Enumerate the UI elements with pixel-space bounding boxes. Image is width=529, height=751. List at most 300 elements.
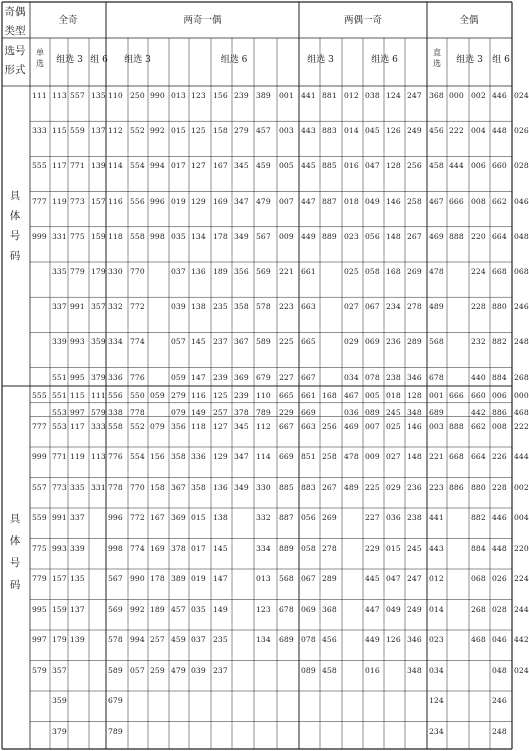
number-cell: 665 bbox=[301, 337, 316, 347]
number-cell: 339 bbox=[52, 337, 67, 347]
header-form-label bbox=[2, 42, 28, 80]
number-cell: 776 bbox=[108, 452, 123, 461]
number-cell: 167 bbox=[213, 161, 228, 171]
number-cell: 147 bbox=[213, 574, 228, 583]
number-cell: 289 bbox=[322, 574, 337, 583]
number-cell: 478 bbox=[429, 267, 444, 276]
number-cell: 179 bbox=[52, 635, 67, 644]
number-cell: 157 bbox=[91, 196, 106, 206]
number-cell: 557 bbox=[70, 91, 85, 100]
number-cell: 008 bbox=[471, 196, 486, 206]
number-cell: 995 bbox=[70, 372, 85, 382]
number-cell: 348 bbox=[407, 407, 422, 417]
number-cell: 049 bbox=[365, 196, 380, 206]
number-cell: 279 bbox=[171, 391, 186, 400]
number-cell: 770 bbox=[130, 267, 145, 276]
number-cell: 334 bbox=[256, 543, 271, 553]
sub-danxuan bbox=[30, 47, 50, 69]
number-cell: 557 bbox=[32, 482, 47, 492]
number-cell: 017 bbox=[191, 543, 206, 553]
number-cell: 884 bbox=[471, 543, 486, 553]
number-cell: 997 bbox=[70, 407, 85, 417]
number-cell: 457 bbox=[171, 604, 186, 614]
group-all-even: 全偶 bbox=[459, 15, 479, 26]
number-cell: 238 bbox=[407, 513, 422, 522]
number-cell: 238 bbox=[386, 372, 401, 382]
number-cell: 037 bbox=[191, 635, 206, 644]
number-cell: 330 bbox=[256, 482, 271, 492]
number-cell: 168 bbox=[322, 391, 337, 400]
number-cell: 457 bbox=[256, 126, 271, 136]
number-cell: 257 bbox=[150, 635, 165, 644]
number-cell: 358 bbox=[171, 452, 186, 461]
number-cell: 443 bbox=[301, 126, 316, 136]
number-cell: 996 bbox=[108, 513, 123, 522]
sub-allodd-zuxuan6: 组 6 bbox=[90, 55, 108, 65]
number-cell: 678 bbox=[429, 372, 444, 382]
number-cell: 111 bbox=[91, 391, 106, 400]
number-cell: 000 bbox=[514, 391, 529, 400]
number-cell: 551 bbox=[52, 372, 67, 382]
number-cell: 589 bbox=[108, 665, 123, 675]
number-cell: 113 bbox=[91, 452, 106, 461]
number-cell: 558 bbox=[108, 421, 123, 431]
number-cell: 444 bbox=[514, 452, 529, 461]
number-cell: 224 bbox=[514, 574, 529, 583]
number-cell: 555 bbox=[32, 391, 47, 400]
number-cell: 259 bbox=[150, 665, 165, 675]
number-cell: 268 bbox=[514, 372, 529, 382]
number-cell: 069 bbox=[301, 604, 316, 614]
side-label-lower-char3: 号 bbox=[9, 557, 21, 569]
number-cell: 349 bbox=[234, 482, 249, 492]
number-cell: 447 bbox=[365, 604, 380, 614]
number-cell: 888 bbox=[449, 421, 464, 431]
number-cell: 114 bbox=[256, 452, 271, 461]
sub-twoodd-zuxuan3: 组选 3 bbox=[124, 55, 151, 65]
sub-twoeven-zuxuan6: 组选 6 bbox=[371, 55, 398, 65]
number-cell: 048 bbox=[492, 665, 507, 675]
number-cell: 245 bbox=[386, 407, 401, 417]
number-cell: 332 bbox=[256, 513, 271, 522]
number-cell: 458 bbox=[429, 161, 444, 171]
number-cell: 146 bbox=[407, 421, 422, 431]
number-cell: 235 bbox=[213, 635, 228, 644]
number-cell: 189 bbox=[150, 604, 165, 614]
number-cell: 115 bbox=[52, 126, 67, 136]
number-cell: 389 bbox=[256, 91, 271, 100]
number-cell: 579 bbox=[32, 665, 47, 675]
number-cell: 028 bbox=[492, 604, 507, 614]
number-cell: 456 bbox=[322, 635, 337, 644]
number-cell: 358 bbox=[191, 482, 206, 492]
number-cell: 778 bbox=[108, 482, 123, 492]
number-cell: 662 bbox=[471, 421, 486, 431]
number-cell: 359 bbox=[91, 337, 106, 347]
number-cell: 146 bbox=[386, 196, 401, 206]
number-cell: 249 bbox=[407, 126, 422, 136]
number-cell: 441 bbox=[429, 513, 444, 522]
number-cell: 126 bbox=[386, 126, 401, 136]
number-cell: 772 bbox=[130, 513, 145, 522]
group-two-odd-one-even: 两奇一偶 bbox=[183, 15, 222, 26]
number-cell: 258 bbox=[322, 452, 337, 461]
number-cell: 880 bbox=[492, 302, 507, 312]
number-cell: 772 bbox=[130, 302, 145, 312]
number-cell: 125 bbox=[191, 126, 206, 136]
number-cell: 568 bbox=[279, 574, 294, 583]
side-label-upper-char1: 具 bbox=[9, 190, 21, 202]
number-cell: 117 bbox=[70, 421, 85, 431]
number-cell: 997 bbox=[32, 635, 47, 644]
number-cell: 168 bbox=[386, 267, 401, 276]
number-cell: 036 bbox=[386, 513, 401, 522]
number-cell: 067 bbox=[365, 302, 380, 312]
number-cell: 135 bbox=[70, 574, 85, 583]
number-cell: 773 bbox=[52, 482, 67, 492]
number-cell: 015 bbox=[191, 513, 206, 522]
number-cell: 068 bbox=[514, 267, 529, 276]
number-cell: 458 bbox=[322, 665, 337, 675]
number-cell: 887 bbox=[279, 513, 294, 522]
number-cell: 789 bbox=[256, 407, 271, 417]
number-cell: 039 bbox=[191, 665, 206, 675]
number-cell: 029 bbox=[386, 482, 401, 492]
number-cell: 569 bbox=[256, 267, 271, 276]
number-cell: 269 bbox=[322, 513, 337, 522]
number-cell: 112 bbox=[108, 126, 123, 136]
number-cell: 668 bbox=[492, 267, 507, 276]
number-cell: 459 bbox=[256, 161, 271, 171]
number-cell: 178 bbox=[150, 574, 165, 583]
number-cell: 559 bbox=[70, 126, 85, 136]
number-cell: 179 bbox=[91, 267, 106, 276]
number-cell: 123 bbox=[191, 91, 206, 100]
number-cell: 337 bbox=[52, 302, 67, 312]
number-cell: 568 bbox=[429, 337, 444, 347]
number-cell: 667 bbox=[279, 421, 294, 431]
number-cell: 058 bbox=[365, 267, 380, 276]
header-form-label-line2: 形式 bbox=[4, 64, 26, 76]
number-cell: 991 bbox=[52, 513, 67, 522]
number-cell: 036 bbox=[344, 407, 359, 417]
number-cell: 880 bbox=[471, 482, 486, 492]
number-cell: 339 bbox=[70, 543, 85, 553]
number-cell: 019 bbox=[171, 196, 186, 206]
number-cell: 026 bbox=[514, 126, 529, 136]
number-cell: 001 bbox=[279, 91, 294, 100]
number-cell: 239 bbox=[213, 372, 228, 382]
number-cell: 009 bbox=[279, 231, 294, 241]
number-cell: 116 bbox=[191, 391, 206, 400]
number-cell: 169 bbox=[150, 543, 165, 553]
number-cell: 059 bbox=[150, 391, 165, 400]
side-label-upper-char2: 体 bbox=[9, 210, 21, 222]
number-cell: 356 bbox=[234, 267, 249, 276]
number-cell: 068 bbox=[471, 574, 486, 583]
number-cell: 578 bbox=[256, 302, 271, 312]
number-cell: 479 bbox=[256, 196, 271, 206]
number-cell: 559 bbox=[32, 513, 47, 522]
number-cell: 378 bbox=[234, 407, 249, 417]
number-cell: 346 bbox=[407, 372, 422, 382]
number-cell: 012 bbox=[429, 574, 444, 583]
number-cell: 993 bbox=[52, 543, 67, 553]
number-cell: 679 bbox=[256, 372, 271, 382]
number-cell: 445 bbox=[365, 574, 380, 583]
number-cell: 246 bbox=[514, 302, 529, 312]
number-cell: 469 bbox=[344, 421, 359, 431]
number-cell: 149 bbox=[213, 604, 228, 614]
number-cell: 124 bbox=[386, 91, 401, 100]
number-cell: 552 bbox=[130, 126, 145, 136]
number-cell: 994 bbox=[150, 161, 165, 171]
number-cell: 059 bbox=[171, 372, 186, 382]
number-cell: 886 bbox=[492, 407, 507, 417]
number-cell: 444 bbox=[449, 161, 464, 171]
number-cell: 357 bbox=[52, 665, 67, 675]
number-cell: 679 bbox=[108, 696, 123, 705]
number-cell: 005 bbox=[365, 391, 380, 400]
side-label-lower-char4: 码 bbox=[9, 579, 21, 591]
number-cell: 239 bbox=[234, 91, 249, 100]
number-cell: 113 bbox=[52, 91, 67, 100]
number-cell: 079 bbox=[150, 421, 165, 431]
header-type-label-line2: 类型 bbox=[4, 25, 26, 37]
number-cell: 056 bbox=[365, 231, 380, 241]
number-cell: 882 bbox=[471, 513, 486, 522]
number-cell: 669 bbox=[279, 452, 294, 461]
number-cell: 335 bbox=[70, 482, 85, 492]
number-cell: 017 bbox=[171, 161, 186, 171]
number-cell: 234 bbox=[386, 302, 401, 312]
number-cell: 257 bbox=[213, 407, 228, 417]
number-cell: 554 bbox=[130, 161, 145, 171]
number-cell: 056 bbox=[301, 513, 316, 522]
number-cell: 014 bbox=[429, 604, 444, 614]
number-cell: 110 bbox=[256, 391, 271, 400]
number-cell: 552 bbox=[130, 421, 145, 431]
number-cell: 379 bbox=[52, 726, 67, 736]
number-cell: 136 bbox=[191, 267, 206, 276]
number-cell: 028 bbox=[514, 161, 529, 171]
number-cell: 024 bbox=[514, 91, 529, 100]
number-cell: 345 bbox=[234, 421, 249, 431]
number-cell: 003 bbox=[429, 421, 444, 431]
number-cell: 227 bbox=[365, 513, 380, 522]
side-label-lower bbox=[2, 508, 28, 596]
number-cell: 029 bbox=[344, 337, 359, 347]
number-cell: 224 bbox=[471, 267, 486, 276]
number-cell: 089 bbox=[301, 665, 316, 675]
number-cell: 678 bbox=[279, 604, 294, 614]
number-cell: 167 bbox=[150, 513, 165, 522]
number-cell: 079 bbox=[171, 407, 186, 417]
number-cell: 016 bbox=[344, 161, 359, 171]
number-cell: 128 bbox=[407, 391, 422, 400]
number-cell: 004 bbox=[514, 513, 529, 522]
number-cell: 666 bbox=[449, 196, 464, 206]
number-cell: 016 bbox=[365, 665, 380, 675]
sub-zhixuan-line1: 直 bbox=[433, 48, 441, 57]
number-cell: 331 bbox=[52, 231, 67, 241]
number-cell: 445 bbox=[301, 161, 316, 171]
number-cell: 159 bbox=[52, 604, 67, 614]
number-cell: 236 bbox=[386, 337, 401, 347]
number-cell: 015 bbox=[171, 126, 186, 136]
number-cell: 046 bbox=[492, 635, 507, 644]
number-cell: 023 bbox=[429, 635, 444, 644]
number-cell: 774 bbox=[130, 337, 145, 347]
number-cell: 338 bbox=[108, 407, 123, 417]
number-cell: 479 bbox=[171, 665, 186, 675]
sub-zhixuan-line2: 选 bbox=[433, 59, 441, 68]
number-cell: 111 bbox=[32, 91, 47, 100]
number-cell: 123 bbox=[256, 604, 271, 614]
number-cell: 449 bbox=[365, 635, 380, 644]
number-cell: 468 bbox=[514, 407, 529, 417]
number-cell: 369 bbox=[234, 372, 249, 382]
side-label-upper-char3: 号 bbox=[9, 230, 21, 242]
number-cell: 025 bbox=[344, 267, 359, 276]
number-cell: 137 bbox=[91, 126, 106, 136]
number-cell: 442 bbox=[514, 635, 529, 644]
number-cell: 349 bbox=[234, 231, 249, 241]
number-cell: 139 bbox=[91, 161, 106, 171]
number-cell: 069 bbox=[365, 337, 380, 347]
number-cell: 157 bbox=[52, 574, 67, 583]
number-cell: 776 bbox=[130, 372, 145, 382]
number-cell: 046 bbox=[514, 196, 529, 206]
number-cell: 058 bbox=[301, 543, 316, 553]
number-cell: 267 bbox=[322, 482, 337, 492]
number-cell: 777 bbox=[32, 421, 47, 431]
number-cell: 249 bbox=[407, 604, 422, 614]
number-cell: 770 bbox=[130, 482, 145, 492]
number-cell: 883 bbox=[301, 482, 316, 492]
number-cell: 367 bbox=[234, 337, 249, 347]
number-cell: 489 bbox=[344, 482, 359, 492]
number-cell: 346 bbox=[407, 635, 422, 644]
sub-twoeven-zuxuan3: 组选 3 bbox=[307, 55, 334, 65]
number-cell: 014 bbox=[344, 126, 359, 136]
number-cell: 775 bbox=[32, 543, 47, 553]
number-cell: 456 bbox=[429, 126, 444, 136]
number-cell: 138 bbox=[191, 302, 206, 312]
number-cell: 992 bbox=[130, 604, 145, 614]
number-cell: 777 bbox=[32, 196, 47, 206]
number-cell: 331 bbox=[91, 482, 106, 492]
number-cell: 779 bbox=[70, 267, 85, 276]
number-cell: 269 bbox=[407, 267, 422, 276]
number-cell: 379 bbox=[91, 372, 106, 382]
number-cell: 049 bbox=[386, 604, 401, 614]
number-cell: 278 bbox=[407, 302, 422, 312]
number-cell: 665 bbox=[279, 391, 294, 400]
number-cell: 045 bbox=[365, 126, 380, 136]
number-cell: 333 bbox=[91, 421, 106, 431]
number-cell: 478 bbox=[344, 452, 359, 461]
number-cell: 256 bbox=[322, 421, 337, 431]
number-cell: 998 bbox=[150, 231, 165, 241]
sub-alleven-zuxuan6: 组 6 bbox=[492, 55, 510, 65]
number-cell: 578 bbox=[108, 635, 123, 644]
number-cell: 689 bbox=[279, 635, 294, 644]
number-cell: 018 bbox=[344, 196, 359, 206]
number-cell: 789 bbox=[108, 726, 123, 736]
number-cell: 664 bbox=[492, 231, 507, 241]
number-cell: 229 bbox=[279, 407, 294, 417]
number-cell: 358 bbox=[234, 302, 249, 312]
number-cell: 125 bbox=[213, 391, 228, 400]
number-cell: 389 bbox=[171, 574, 186, 583]
number-cell: 446 bbox=[492, 513, 507, 522]
number-cell: 027 bbox=[344, 302, 359, 312]
number-cell: 256 bbox=[407, 161, 422, 171]
number-cell: 239 bbox=[234, 391, 249, 400]
number-cell: 235 bbox=[213, 302, 228, 312]
number-cell: 034 bbox=[344, 372, 359, 382]
number-cell: 335 bbox=[52, 267, 67, 276]
number-cell: 226 bbox=[492, 452, 507, 461]
number-cell: 245 bbox=[407, 543, 422, 553]
number-cell: 008 bbox=[492, 421, 507, 431]
number-cell: 449 bbox=[301, 231, 316, 241]
number-cell: 990 bbox=[130, 574, 145, 583]
number-cell: 663 bbox=[301, 302, 316, 312]
number-cell: 126 bbox=[386, 635, 401, 644]
number-cell: 117 bbox=[52, 161, 67, 171]
number-cell: 661 bbox=[301, 267, 316, 276]
number-cell: 773 bbox=[70, 196, 85, 206]
number-cell: 567 bbox=[256, 231, 271, 241]
number-cell: 555 bbox=[32, 161, 47, 171]
number-cell: 118 bbox=[108, 231, 123, 241]
sub-danxuan-line1: 单 bbox=[36, 48, 44, 57]
number-cell: 145 bbox=[191, 337, 206, 347]
number-cell: 248 bbox=[514, 337, 529, 347]
number-cell: 851 bbox=[301, 452, 316, 461]
number-cell: 448 bbox=[492, 126, 507, 136]
number-cell: 589 bbox=[256, 337, 271, 347]
number-cell: 119 bbox=[52, 196, 67, 206]
number-cell: 223 bbox=[429, 482, 444, 492]
number-cell: 228 bbox=[471, 302, 486, 312]
number-cell: 147 bbox=[191, 372, 206, 382]
number-cell: 005 bbox=[279, 161, 294, 171]
number-cell: 001 bbox=[429, 391, 444, 400]
number-cell: 998 bbox=[108, 543, 123, 553]
number-cell: 667 bbox=[301, 372, 316, 382]
number-cell: 129 bbox=[191, 196, 206, 206]
number-cell: 018 bbox=[386, 391, 401, 400]
number-cell: 774 bbox=[130, 543, 145, 553]
number-cell: 006 bbox=[471, 161, 486, 171]
number-cell: 551 bbox=[52, 391, 67, 400]
number-cell: 004 bbox=[471, 126, 486, 136]
number-cell: 356 bbox=[171, 421, 186, 431]
number-cell: 158 bbox=[213, 126, 228, 136]
number-cell: 884 bbox=[492, 372, 507, 382]
number-cell: 330 bbox=[108, 267, 123, 276]
sub-danxuan-line2: 选 bbox=[36, 59, 44, 68]
number-cell: 137 bbox=[70, 604, 85, 614]
number-cell: 015 bbox=[386, 543, 401, 553]
number-cell: 115 bbox=[70, 391, 85, 400]
number-cell: 268 bbox=[471, 604, 486, 614]
number-cell: 999 bbox=[32, 452, 47, 461]
number-cell: 775 bbox=[70, 231, 85, 241]
